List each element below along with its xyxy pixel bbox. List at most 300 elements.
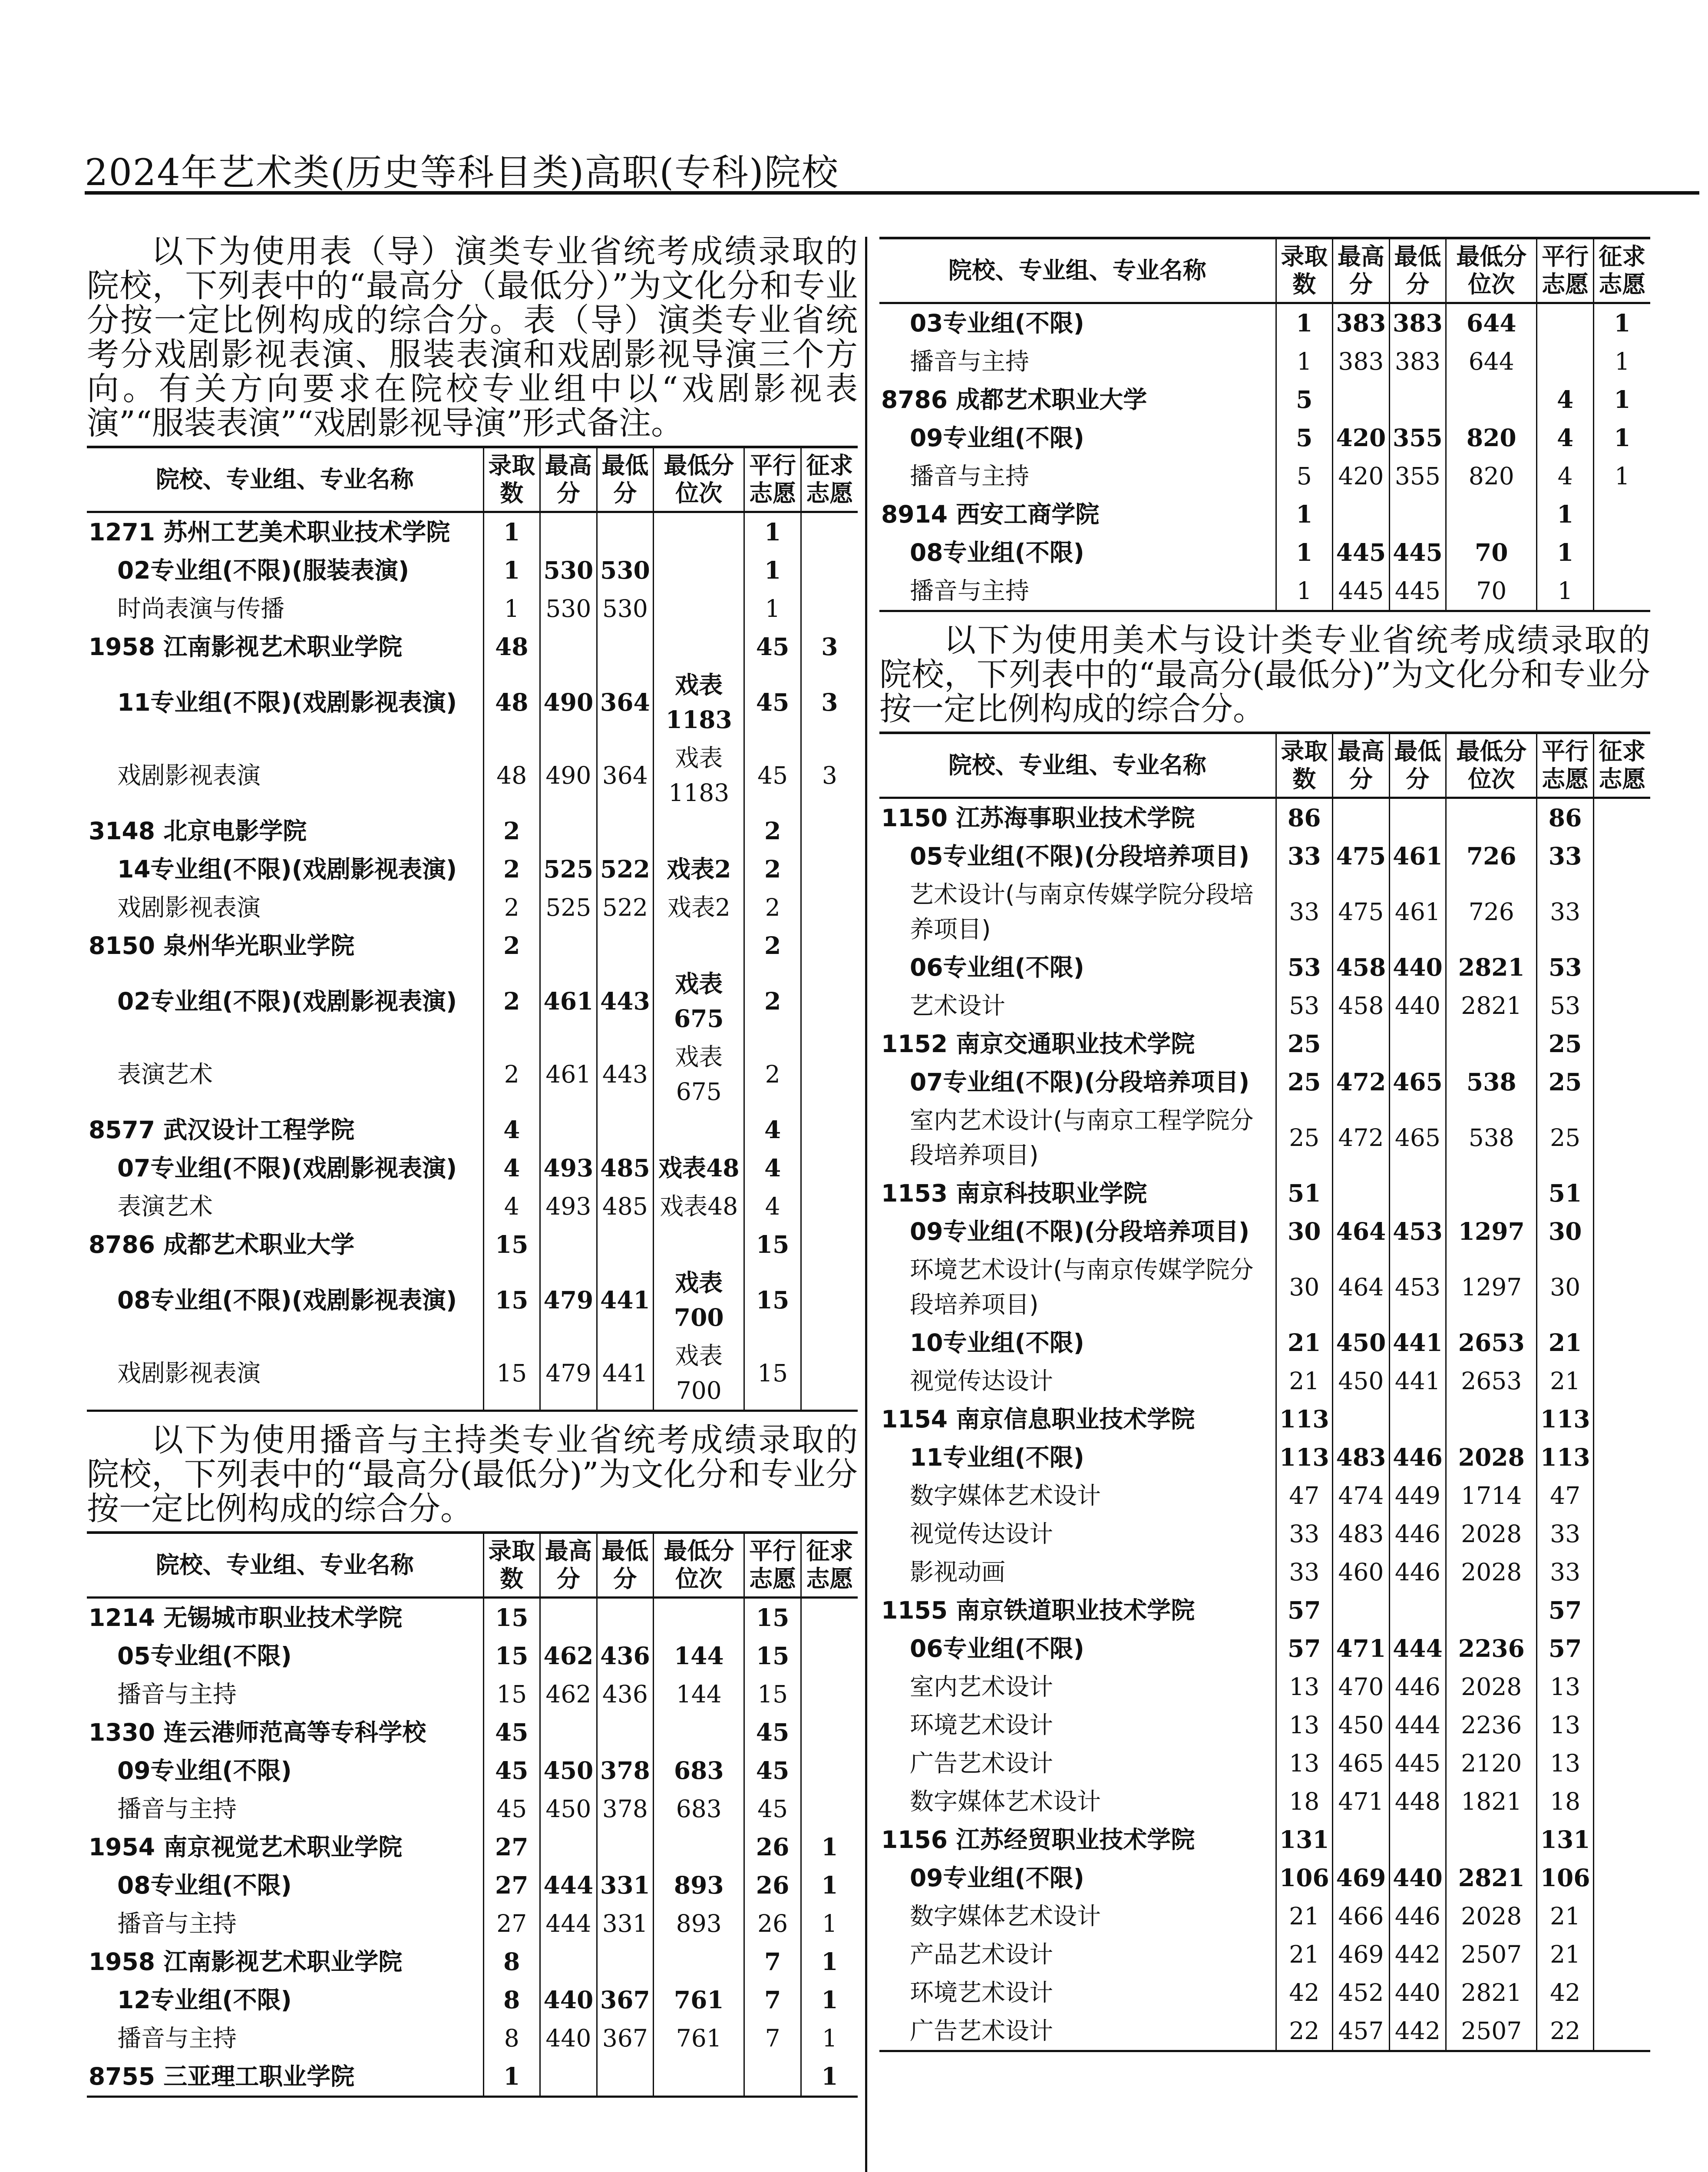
column-header: 录取数 bbox=[483, 1533, 540, 1598]
table-broadcasting-continued bbox=[879, 237, 1650, 612]
intro-broadcasting bbox=[87, 1423, 858, 1526]
table-cell bbox=[1593, 1063, 1650, 1101]
table-cell: 表演艺术 bbox=[117, 1060, 213, 1088]
table-cell: 22 bbox=[1276, 2012, 1333, 2051]
table-cell: 441 bbox=[1389, 1324, 1446, 1362]
table-cell: 7 bbox=[744, 1981, 801, 2019]
table-cell: 45 bbox=[744, 1713, 801, 1752]
table-cell: 2028 bbox=[1446, 1897, 1537, 1935]
table-cell: 441 bbox=[597, 1337, 654, 1411]
table-cell bbox=[654, 1598, 744, 1637]
table-cell: 4 bbox=[1537, 381, 1594, 419]
table-cell: 07专业组(不限)(分段培养项目) bbox=[910, 1068, 1250, 1096]
table-cell: 144 bbox=[654, 1675, 744, 1713]
table-cell: 726 bbox=[1446, 875, 1537, 948]
institution-row bbox=[87, 1943, 858, 1981]
table-cell: 113 bbox=[1276, 1400, 1333, 1438]
table-cell bbox=[1333, 1591, 1390, 1629]
table-cell: 820 bbox=[1446, 457, 1537, 495]
table-cell: 2028 bbox=[1446, 1553, 1537, 1591]
major-row bbox=[879, 342, 1650, 381]
table-cell: 383 bbox=[1333, 303, 1390, 343]
table-cell: 2 bbox=[744, 812, 801, 850]
table-cell: 450 bbox=[540, 1790, 597, 1828]
table-cell: 戏表48 bbox=[654, 1149, 744, 1187]
table-cell bbox=[1593, 1706, 1650, 1744]
group-row bbox=[879, 1438, 1650, 1477]
table-cell: 2 bbox=[483, 927, 540, 965]
major-row bbox=[879, 1515, 1650, 1553]
table-cell bbox=[654, 1828, 744, 1866]
table-cell bbox=[1593, 1400, 1650, 1438]
table-cell: 25 bbox=[1276, 1063, 1333, 1101]
table-cell: 440 bbox=[1389, 948, 1446, 987]
table-cell: 8914 西安工商学院 bbox=[881, 500, 1100, 528]
table-cell bbox=[1593, 1515, 1650, 1553]
table-cell: 戏表48 bbox=[654, 1187, 744, 1225]
table-cell: 331 bbox=[597, 1904, 654, 1943]
table-cell: 483 bbox=[1333, 1515, 1390, 1553]
table-cell bbox=[1593, 1553, 1650, 1591]
table-cell bbox=[801, 1111, 858, 1149]
table-cell: 33 bbox=[1276, 1553, 1333, 1591]
group-row bbox=[879, 419, 1650, 457]
institution-row bbox=[87, 1713, 858, 1752]
table-cell: 2 bbox=[744, 927, 801, 965]
table-cell: 453 bbox=[1389, 1251, 1446, 1324]
column-header: 最高分 bbox=[540, 447, 597, 512]
table-cell: 30 bbox=[1537, 1251, 1594, 1324]
table-performance bbox=[87, 446, 858, 1412]
column-header: 院校、专业组、专业名称 bbox=[87, 447, 483, 512]
table-cell bbox=[1446, 495, 1537, 533]
table-cell bbox=[597, 628, 654, 666]
table-cell: 45 bbox=[483, 1713, 540, 1752]
table-cell: 45 bbox=[744, 1790, 801, 1828]
table-cell bbox=[1593, 987, 1650, 1025]
table-cell: 2 bbox=[744, 850, 801, 888]
institution-row bbox=[87, 512, 858, 552]
table-cell: 53 bbox=[1537, 948, 1594, 987]
column-divider bbox=[865, 237, 867, 2172]
major-row bbox=[87, 1675, 858, 1713]
table-cell bbox=[654, 551, 744, 589]
group-row bbox=[879, 533, 1650, 572]
table-cell bbox=[1389, 1400, 1446, 1438]
major-row bbox=[879, 1973, 1650, 2012]
table-header-row bbox=[879, 238, 1650, 303]
table-cell: 1 bbox=[801, 1866, 858, 1904]
table-cell: 893 bbox=[654, 1866, 744, 1904]
table-cell: 4 bbox=[483, 1111, 540, 1149]
table-cell bbox=[1593, 1025, 1650, 1063]
table-cell: 462 bbox=[540, 1675, 597, 1713]
table-cell: 02专业组(不限)(服装表演) bbox=[117, 556, 410, 584]
table-cell: 70 bbox=[1446, 533, 1537, 572]
table-cell: 48 bbox=[483, 739, 540, 812]
table-cell: 21 bbox=[1537, 1897, 1594, 1935]
group-row bbox=[87, 1264, 858, 1337]
table-cell: 环境艺术设计(与南京传媒学院分段培养项目) bbox=[910, 1256, 1254, 1318]
table-cell: 09专业组(不限) bbox=[910, 1864, 1084, 1892]
table-cell: 13 bbox=[1537, 1706, 1594, 1744]
table-cell bbox=[801, 1187, 858, 1225]
table-cell: 450 bbox=[1333, 1324, 1390, 1362]
table-cell: 10专业组(不限) bbox=[910, 1329, 1084, 1357]
table-cell: 18 bbox=[1537, 1782, 1594, 1821]
table-cell: 12专业组(不限) bbox=[117, 1986, 292, 2014]
table-cell: 1 bbox=[1537, 495, 1594, 533]
table-cell bbox=[1446, 1821, 1537, 1859]
table-cell: 1 bbox=[744, 589, 801, 628]
table-cell bbox=[801, 1713, 858, 1752]
table-cell: 播音与主持 bbox=[879, 572, 1276, 611]
table-cell: 13 bbox=[1537, 1668, 1594, 1706]
table-cell bbox=[1389, 798, 1446, 838]
table-cell: 戏表700 bbox=[654, 1264, 744, 1337]
table-cell: 2028 bbox=[1446, 1438, 1537, 1477]
table-cell: 131 bbox=[1276, 1821, 1333, 1859]
table-cell bbox=[801, 1038, 858, 1111]
table-cell bbox=[1389, 495, 1446, 533]
group-row bbox=[879, 303, 1650, 343]
table-cell bbox=[540, 812, 597, 850]
table-cell: 27 bbox=[483, 1904, 540, 1943]
table-cell: 15 bbox=[744, 1225, 801, 1264]
table-cell: 461 bbox=[1389, 837, 1446, 875]
table-cell: 445 bbox=[1333, 533, 1390, 572]
intro-broadcasting-text: 以下为使用播音与主持类专业省统考成绩录取的院校，下列表中的“最高分(最低分)”为文化分和专业分按一定比例构成的综合分。 bbox=[87, 1421, 858, 1527]
table-cell bbox=[801, 589, 858, 628]
table-cell: 26 bbox=[744, 1828, 801, 1866]
column-header: 平行志愿 bbox=[1537, 238, 1594, 303]
intro-performance bbox=[87, 235, 858, 440]
table-cell bbox=[1593, 1324, 1650, 1362]
table-cell: 8 bbox=[483, 2019, 540, 2057]
table-cell: 461 bbox=[540, 1038, 597, 1111]
group-row bbox=[879, 837, 1650, 875]
column-header: 录取数 bbox=[1276, 238, 1333, 303]
table-cell: 33 bbox=[1537, 837, 1594, 875]
group-row bbox=[879, 1063, 1650, 1101]
table-cell bbox=[540, 1111, 597, 1149]
table-cell bbox=[801, 1264, 858, 1337]
table-cell: 113 bbox=[1537, 1400, 1594, 1438]
table-cell: 15 bbox=[744, 1337, 801, 1411]
group-row bbox=[87, 850, 858, 888]
table-cell bbox=[801, 888, 858, 927]
table-cell: 113 bbox=[1537, 1438, 1594, 1477]
institution-row bbox=[879, 1400, 1650, 1438]
table-cell: 环境艺术设计 bbox=[910, 1711, 1054, 1739]
table-cell: 469 bbox=[1333, 1935, 1390, 1973]
table-cell: 445 bbox=[1389, 572, 1446, 611]
table-cell: 1297 bbox=[1446, 1251, 1537, 1324]
table-cell: 2653 bbox=[1446, 1362, 1537, 1400]
table-cell bbox=[540, 1943, 597, 1981]
table-cell: 465 bbox=[1389, 1063, 1446, 1101]
column-header: 最高分 bbox=[1333, 238, 1390, 303]
table-cell bbox=[1593, 1477, 1650, 1515]
table-cell: 11专业组(不限) bbox=[910, 1444, 1084, 1471]
institution-row bbox=[879, 381, 1650, 419]
table-cell: 18 bbox=[1276, 1782, 1333, 1821]
table-cell: 戏表675 bbox=[654, 1038, 744, 1111]
table-cell bbox=[540, 2057, 597, 2097]
table-cell: 367 bbox=[597, 1981, 654, 2019]
table-cell: 戏表1183 bbox=[654, 739, 744, 812]
table-cell bbox=[801, 965, 858, 1038]
table-cell: 440 bbox=[540, 2019, 597, 2057]
table-cell: 1297 bbox=[1446, 1212, 1537, 1251]
table-cell: 47 bbox=[1537, 1477, 1594, 1515]
table-cell bbox=[540, 1713, 597, 1752]
column-header: 录取数 bbox=[1276, 733, 1333, 798]
table-cell: 3 bbox=[801, 628, 858, 666]
table-cell: 1958 江南影视艺术职业学院 bbox=[89, 633, 403, 661]
institution-row bbox=[879, 798, 1650, 838]
column-header: 征求志愿 bbox=[801, 447, 858, 512]
table-cell: 13 bbox=[1276, 1706, 1333, 1744]
table-cell bbox=[1593, 875, 1650, 948]
institution-row bbox=[87, 1828, 858, 1866]
major-row bbox=[879, 875, 1650, 948]
table-cell: 449 bbox=[1389, 1477, 1446, 1515]
table-cell: 8150 泉州华光职业学院 bbox=[89, 932, 355, 960]
table-cell: 2 bbox=[483, 1038, 540, 1111]
table-cell: 4 bbox=[483, 1149, 540, 1187]
table-cell: 8577 武汉设计工程学院 bbox=[89, 1116, 355, 1144]
table-cell: 441 bbox=[1389, 1362, 1446, 1400]
table-cell bbox=[540, 512, 597, 552]
table-cell: 2120 bbox=[1446, 1744, 1537, 1782]
major-row bbox=[879, 1101, 1650, 1174]
table-cell: 21 bbox=[1276, 1324, 1333, 1362]
table-cell: 戏表2 bbox=[654, 850, 744, 888]
table-cell bbox=[801, 1675, 858, 1713]
table-cell: 08专业组(不限) bbox=[117, 1871, 292, 1899]
column-header: 平行志愿 bbox=[744, 1533, 801, 1598]
table-cell: 06专业组(不限) bbox=[910, 1635, 1084, 1662]
column-header: 院校、专业组、专业名称 bbox=[879, 733, 1276, 798]
table-cell: 播音与主持 bbox=[910, 462, 1030, 490]
table-cell: 452 bbox=[1333, 1973, 1390, 2012]
table-cell: 53 bbox=[1537, 987, 1594, 1025]
table-cell: 4 bbox=[744, 1149, 801, 1187]
institution-row bbox=[879, 1591, 1650, 1629]
table-cell bbox=[597, 812, 654, 850]
table-cell: 33 bbox=[1537, 1515, 1594, 1553]
table-cell bbox=[801, 512, 858, 552]
table-cell: 479 bbox=[540, 1264, 597, 1337]
table-cell: 457 bbox=[1333, 2012, 1390, 2051]
major-row bbox=[87, 2019, 858, 2057]
table-cell: 1 bbox=[1276, 342, 1333, 381]
table-cell: 8755 三亚理工职业学院 bbox=[87, 2057, 483, 2097]
table-cell bbox=[654, 628, 744, 666]
table-cell: 42 bbox=[1537, 1973, 1594, 2012]
table-cell: 2 bbox=[744, 888, 801, 927]
table-cell bbox=[1333, 1174, 1390, 1212]
table-cell: 2 bbox=[483, 812, 540, 850]
institution-row bbox=[879, 1025, 1650, 1063]
table-cell: 1 bbox=[1593, 303, 1650, 343]
table-cell bbox=[1446, 1591, 1537, 1629]
table-cell: 30 bbox=[1537, 1212, 1594, 1251]
table-cell: 艺术设计(与南京传媒学院分段培养项目) bbox=[910, 881, 1254, 943]
table-cell: 1 bbox=[744, 512, 801, 552]
table-cell: 1 bbox=[483, 2057, 540, 2097]
table-cell: 51 bbox=[1276, 1174, 1333, 1212]
column-header: 最低分 bbox=[597, 1533, 654, 1598]
table-cell bbox=[1593, 1212, 1650, 1251]
major-row bbox=[87, 1038, 858, 1111]
major-row bbox=[87, 1187, 858, 1225]
table-cell: 2507 bbox=[1446, 2012, 1537, 2051]
table-cell: 1154 南京信息职业技术学院 bbox=[881, 1405, 1195, 1433]
table-cell bbox=[1333, 381, 1390, 419]
table-cell: 1 bbox=[1537, 572, 1594, 611]
column-header: 平行志愿 bbox=[1537, 733, 1594, 798]
table-cell: 45 bbox=[744, 666, 801, 739]
table-cell: 戏表700 bbox=[654, 1337, 744, 1411]
table-cell: 1153 南京科技职业学院 bbox=[881, 1179, 1147, 1207]
column-header: 最低分 bbox=[1389, 733, 1446, 798]
table-cell: 131 bbox=[1537, 1821, 1594, 1859]
table-cell: 环境艺术设计 bbox=[910, 1979, 1054, 2006]
column-header: 最高分 bbox=[540, 1533, 597, 1598]
table-cell: 33 bbox=[1276, 837, 1333, 875]
table-cell bbox=[1389, 1591, 1446, 1629]
table-cell bbox=[801, 850, 858, 888]
group-row bbox=[87, 666, 858, 739]
table-cell bbox=[597, 1943, 654, 1981]
table-cell: 440 bbox=[1389, 1973, 1446, 2012]
table-cell bbox=[1593, 572, 1650, 611]
table-cell: 2821 bbox=[1446, 948, 1537, 987]
table-cell: 21 bbox=[1276, 1362, 1333, 1400]
table-cell: 446 bbox=[1389, 1897, 1446, 1935]
table-cell: 485 bbox=[597, 1149, 654, 1187]
table-cell bbox=[1593, 1251, 1650, 1324]
table-cell: 45 bbox=[744, 1752, 801, 1790]
table-cell: 57 bbox=[1276, 1629, 1333, 1668]
group-row bbox=[87, 965, 858, 1038]
table-cell bbox=[654, 812, 744, 850]
table-cell: 45 bbox=[483, 1752, 540, 1790]
table-cell: 艺术设计 bbox=[910, 992, 1006, 1020]
table-cell bbox=[1593, 533, 1650, 572]
intro-art-design-text: 以下为使用美术与设计类专业省统考成绩录取的院校，下列表中的“最高分(最低分)”为文化分和专业分按一定比例构成的综合分。 bbox=[879, 622, 1650, 728]
table-cell: 15 bbox=[483, 1264, 540, 1337]
table-cell: 522 bbox=[597, 850, 654, 888]
table-cell bbox=[1593, 1362, 1650, 1400]
table-cell: 453 bbox=[1389, 1212, 1446, 1251]
table-cell: 445 bbox=[1389, 1744, 1446, 1782]
table-cell: 470 bbox=[1333, 1668, 1390, 1706]
table-cell: 15 bbox=[483, 1598, 540, 1637]
table-cell: 445 bbox=[1333, 572, 1390, 611]
table-cell: 8 bbox=[483, 1943, 540, 1981]
table-cell bbox=[1446, 1174, 1537, 1212]
table-cell: 03专业组(不限) bbox=[910, 309, 1084, 337]
table-cell: 13 bbox=[1276, 1668, 1333, 1706]
table-cell: 530 bbox=[540, 589, 597, 628]
table-cell bbox=[1593, 1821, 1650, 1859]
table-cell: 48 bbox=[483, 628, 540, 666]
table-cell: 3148 北京电影学院 bbox=[89, 817, 307, 845]
major-row bbox=[87, 589, 858, 628]
table-cell: 播音与主持 bbox=[117, 2024, 237, 2052]
table-cell: 戏表1183 bbox=[654, 666, 744, 739]
column-header: 征求志愿 bbox=[1593, 238, 1650, 303]
table-cell: 21 bbox=[1276, 1935, 1333, 1973]
column-header: 院校、专业组、专业名称 bbox=[87, 1533, 483, 1598]
table-cell: 355 bbox=[1389, 419, 1446, 457]
table-cell: 25 bbox=[1276, 1101, 1333, 1174]
table-cell: 1 bbox=[1537, 533, 1594, 572]
table-cell: 644 bbox=[1446, 303, 1537, 343]
table-cell: 367 bbox=[597, 2019, 654, 2057]
table-cell: 522 bbox=[597, 888, 654, 927]
major-row bbox=[87, 1904, 858, 1943]
table-cell: 1156 江苏经贸职业技术学院 bbox=[881, 1826, 1195, 1854]
table-cell: 86 bbox=[1276, 798, 1333, 838]
table-cell: 493 bbox=[540, 1187, 597, 1225]
group-row bbox=[87, 1149, 858, 1187]
table-cell: 27 bbox=[483, 1866, 540, 1904]
table-cell bbox=[801, 1337, 858, 1411]
table-cell bbox=[654, 512, 744, 552]
major-row bbox=[879, 1897, 1650, 1935]
table-cell bbox=[654, 1225, 744, 1264]
table-cell bbox=[1537, 303, 1594, 343]
table-cell: 8 bbox=[483, 1981, 540, 2019]
table-cell: 2821 bbox=[1446, 987, 1537, 1025]
table-cell bbox=[597, 1828, 654, 1866]
group-row bbox=[87, 1637, 858, 1675]
table-cell: 355 bbox=[1389, 457, 1446, 495]
table-cell: 1330 连云港师范高等专科学校 bbox=[89, 1718, 426, 1746]
table-cell: 07专业组(不限)(戏剧影视表演) bbox=[117, 1154, 457, 1182]
table-cell: 2236 bbox=[1446, 1629, 1537, 1668]
table-cell: 2028 bbox=[1446, 1515, 1537, 1553]
table-cell: 2653 bbox=[1446, 1324, 1537, 1362]
table-cell: 47 bbox=[1276, 1477, 1333, 1515]
table-cell bbox=[540, 628, 597, 666]
column-header: 最低分 bbox=[1389, 238, 1446, 303]
institution-row bbox=[87, 628, 858, 666]
table-cell: 460 bbox=[1333, 1553, 1390, 1591]
table-cell: 1958 江南影视艺术职业学院 bbox=[89, 1948, 403, 1976]
column-header: 最高分 bbox=[1333, 733, 1390, 798]
table-cell: 戏剧影视表演 bbox=[87, 1337, 483, 1411]
table-cell: 440 bbox=[540, 1981, 597, 2019]
major-row bbox=[879, 1251, 1650, 1324]
table-cell: 戏剧影视表演 bbox=[117, 894, 261, 921]
table-cell: 15 bbox=[483, 1225, 540, 1264]
major-row bbox=[87, 1790, 858, 1828]
major-row bbox=[879, 1744, 1650, 1782]
table-cell bbox=[1333, 495, 1390, 533]
table-cell: 1 bbox=[801, 2057, 858, 2097]
group-row bbox=[87, 551, 858, 589]
table-cell bbox=[1593, 1629, 1650, 1668]
table-cell: 09专业组(不限) bbox=[117, 1757, 292, 1785]
table-cell: 5 bbox=[1276, 457, 1333, 495]
table-cell bbox=[597, 1225, 654, 1264]
table-cell: 1 bbox=[1276, 303, 1333, 343]
